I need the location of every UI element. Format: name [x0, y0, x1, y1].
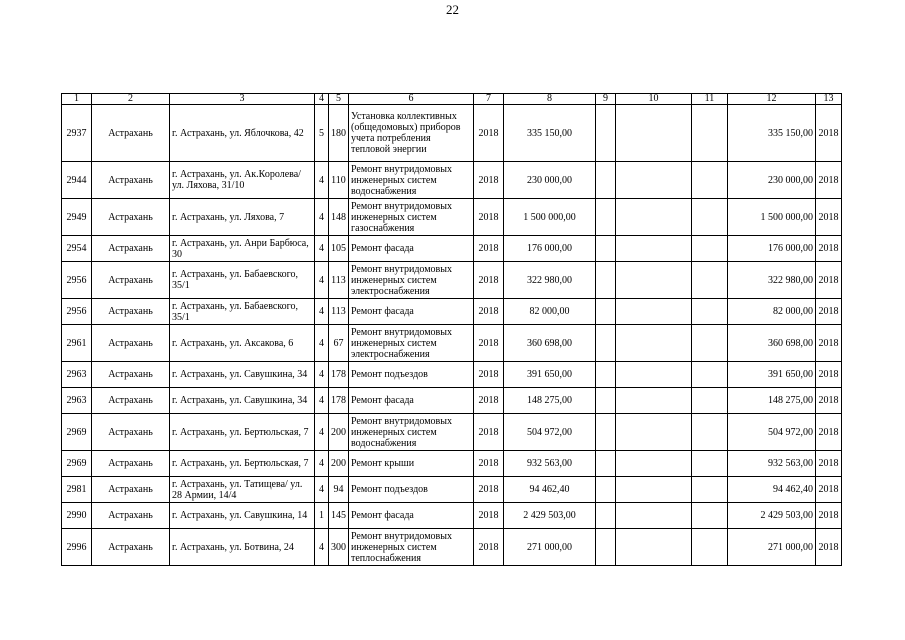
col10-cell	[616, 529, 692, 566]
col11-cell	[692, 325, 728, 362]
column-header: 10	[616, 94, 692, 105]
col4-cell: 4	[315, 325, 329, 362]
work-type-cell: Ремонт внутридомовых инженерных систем теплоснабжения	[349, 529, 474, 566]
cost-cell: 504 972,00	[504, 414, 596, 451]
address-cell: г. Астрахань, ул. Бабаевского, 35/1	[170, 299, 315, 325]
table-row	[62, 503, 842, 529]
cost-cell: 271 000,00	[504, 529, 596, 566]
col11-cell	[692, 299, 728, 325]
table-row	[62, 529, 842, 566]
address-cell: г. Астрахань, ул. Савушкина, 34	[170, 388, 315, 414]
address-cell: г. Астрахань, ул. Савушкина, 34	[170, 362, 315, 388]
total-cell: 1 500 000,00	[728, 199, 816, 236]
year-cell: 2018	[474, 262, 504, 299]
table-row	[62, 262, 842, 299]
column-header: 13	[816, 94, 842, 105]
col5-cell: 200	[329, 414, 349, 451]
work-type-cell: Ремонт внутридомовых инженерных систем электроснабжения	[349, 325, 474, 362]
page-number: 22	[446, 2, 459, 17]
row-id-cell: 2944	[62, 162, 92, 199]
city-cell: Астрахань	[92, 162, 170, 199]
work-type-cell: Ремонт фасада	[349, 503, 474, 529]
total-cell: 82 000,00	[728, 299, 816, 325]
row-id-cell: 2937	[62, 105, 92, 162]
col13-cell: 2018	[816, 388, 842, 414]
total-cell: 391 650,00	[728, 362, 816, 388]
col13-cell: 2018	[816, 414, 842, 451]
col13-cell: 2018	[816, 299, 842, 325]
column-header: 1	[62, 94, 92, 105]
col4-cell: 4	[315, 199, 329, 236]
work-type-cell: Ремонт внутридомовых инженерных систем газоснабжения	[349, 199, 474, 236]
col11-cell	[692, 388, 728, 414]
col13-cell: 2018	[816, 105, 842, 162]
col11-cell	[692, 162, 728, 199]
year-cell: 2018	[474, 414, 504, 451]
city-cell: Астрахань	[92, 503, 170, 529]
col4-cell: 4	[315, 451, 329, 477]
col5-cell: 105	[329, 236, 349, 262]
col9-cell	[596, 199, 616, 236]
address-cell: г. Астрахань, ул. Анри Барбюса, 30	[170, 236, 315, 262]
col10-cell	[616, 105, 692, 162]
col10-cell	[616, 414, 692, 451]
cost-cell: 1 500 000,00	[504, 199, 596, 236]
table-row	[62, 105, 842, 162]
col13-cell: 2018	[816, 529, 842, 566]
col5-cell: 200	[329, 451, 349, 477]
col11-cell	[692, 236, 728, 262]
year-cell: 2018	[474, 477, 504, 503]
work-type-cell: Ремонт крыши	[349, 451, 474, 477]
col4-cell: 5	[315, 105, 329, 162]
city-cell: Астрахань	[92, 105, 170, 162]
column-header: 6	[349, 94, 474, 105]
city-cell: Астрахань	[92, 362, 170, 388]
cost-cell: 360 698,00	[504, 325, 596, 362]
column-header: 3	[170, 94, 315, 105]
col11-cell	[692, 477, 728, 503]
col10-cell	[616, 477, 692, 503]
col10-cell	[616, 325, 692, 362]
city-cell: Астрахань	[92, 199, 170, 236]
column-header: 7	[474, 94, 504, 105]
year-cell: 2018	[474, 199, 504, 236]
year-cell: 2018	[474, 503, 504, 529]
col9-cell	[596, 388, 616, 414]
col10-cell	[616, 362, 692, 388]
total-cell: 94 462,40	[728, 477, 816, 503]
address-cell: г. Астрахань, ул. Савушкина, 14	[170, 503, 315, 529]
col4-cell: 4	[315, 529, 329, 566]
cost-cell: 391 650,00	[504, 362, 596, 388]
year-cell: 2018	[474, 451, 504, 477]
table-row	[62, 451, 842, 477]
year-cell: 2018	[474, 529, 504, 566]
col5-cell: 178	[329, 388, 349, 414]
table-row	[62, 325, 842, 362]
col11-cell	[692, 451, 728, 477]
work-type-cell: Установка коллективных (общедомовых) приборов учета потребления тепловой энергии	[349, 105, 474, 162]
city-cell: Астрахань	[92, 414, 170, 451]
col9-cell	[596, 362, 616, 388]
address-cell: г. Астрахань, ул. Аксакова, 6	[170, 325, 315, 362]
address-cell: г. Астрахань, ул. Татищева/ ул. 28 Армии, 14/4	[170, 477, 315, 503]
city-cell: Астрахань	[92, 325, 170, 362]
total-cell: 2 429 503,00	[728, 503, 816, 529]
row-id-cell: 2963	[62, 362, 92, 388]
table-row	[62, 477, 842, 503]
column-header: 8	[504, 94, 596, 105]
total-cell: 932 563,00	[728, 451, 816, 477]
col11-cell	[692, 529, 728, 566]
work-type-cell: Ремонт подъездов	[349, 362, 474, 388]
city-cell: Астрахань	[92, 529, 170, 566]
col13-cell: 2018	[816, 236, 842, 262]
work-type-cell: Ремонт фасада	[349, 299, 474, 325]
col4-cell: 4	[315, 236, 329, 262]
work-type-cell: Ремонт фасада	[349, 388, 474, 414]
row-id-cell: 2969	[62, 451, 92, 477]
row-id-cell: 2956	[62, 299, 92, 325]
col9-cell	[596, 162, 616, 199]
address-cell: г. Астрахань, ул. Ак.Королева/ ул. Ляхова, 31/10	[170, 162, 315, 199]
work-type-cell: Ремонт внутридомовых инженерных систем водоснабжения	[349, 162, 474, 199]
col9-cell	[596, 262, 616, 299]
col4-cell: 4	[315, 414, 329, 451]
col9-cell	[596, 451, 616, 477]
col5-cell: 148	[329, 199, 349, 236]
col9-cell	[596, 325, 616, 362]
table-row	[62, 414, 842, 451]
address-cell: г. Астрахань, ул. Бабаевского, 35/1	[170, 262, 315, 299]
col4-cell: 4	[315, 262, 329, 299]
year-cell: 2018	[474, 105, 504, 162]
column-header: 5	[329, 94, 349, 105]
year-cell: 2018	[474, 299, 504, 325]
col5-cell: 145	[329, 503, 349, 529]
col4-cell: 4	[315, 162, 329, 199]
row-id-cell: 2956	[62, 262, 92, 299]
col11-cell	[692, 262, 728, 299]
cost-cell: 230 000,00	[504, 162, 596, 199]
col10-cell	[616, 388, 692, 414]
city-cell: Астрахань	[92, 388, 170, 414]
work-type-cell: Ремонт фасада	[349, 236, 474, 262]
row-id-cell: 2961	[62, 325, 92, 362]
total-cell: 322 980,00	[728, 262, 816, 299]
row-id-cell: 2981	[62, 477, 92, 503]
city-cell: Астрахань	[92, 236, 170, 262]
col10-cell	[616, 451, 692, 477]
col10-cell	[616, 236, 692, 262]
col11-cell	[692, 362, 728, 388]
total-cell: 335 150,00	[728, 105, 816, 162]
col11-cell	[692, 414, 728, 451]
col5-cell: 94	[329, 477, 349, 503]
table-row	[62, 199, 842, 236]
col13-cell: 2018	[816, 325, 842, 362]
col5-cell: 180	[329, 105, 349, 162]
col4-cell: 4	[315, 362, 329, 388]
table-row	[62, 162, 842, 199]
year-cell: 2018	[474, 162, 504, 199]
col5-cell: 300	[329, 529, 349, 566]
col13-cell: 2018	[816, 162, 842, 199]
cost-cell: 335 150,00	[504, 105, 596, 162]
row-id-cell: 2990	[62, 503, 92, 529]
table-row	[62, 236, 842, 262]
col4-cell: 4	[315, 299, 329, 325]
table-row	[62, 362, 842, 388]
year-cell: 2018	[474, 388, 504, 414]
row-id-cell: 2949	[62, 199, 92, 236]
col10-cell	[616, 262, 692, 299]
col9-cell	[596, 299, 616, 325]
row-id-cell: 2996	[62, 529, 92, 566]
row-id-cell: 2963	[62, 388, 92, 414]
total-cell: 360 698,00	[728, 325, 816, 362]
table-row	[62, 299, 842, 325]
address-cell: г. Астрахань, ул. Ботвина, 24	[170, 529, 315, 566]
col10-cell	[616, 162, 692, 199]
city-cell: Астрахань	[92, 451, 170, 477]
col9-cell	[596, 477, 616, 503]
cost-cell: 176 000,00	[504, 236, 596, 262]
column-header: 12	[728, 94, 816, 105]
col11-cell	[692, 105, 728, 162]
city-cell: Астрахань	[92, 477, 170, 503]
address-cell: г. Астрахань, ул. Бертюльская, 7	[170, 414, 315, 451]
city-cell: Астрахань	[92, 262, 170, 299]
col11-cell	[692, 199, 728, 236]
year-cell: 2018	[474, 362, 504, 388]
city-cell: Астрахань	[92, 299, 170, 325]
col5-cell: 113	[329, 299, 349, 325]
col13-cell: 2018	[816, 362, 842, 388]
col9-cell	[596, 414, 616, 451]
col10-cell	[616, 199, 692, 236]
cost-cell: 2 429 503,00	[504, 503, 596, 529]
col5-cell: 178	[329, 362, 349, 388]
total-cell: 230 000,00	[728, 162, 816, 199]
col13-cell: 2018	[816, 477, 842, 503]
col9-cell	[596, 236, 616, 262]
col9-cell	[596, 503, 616, 529]
address-cell: г. Астрахань, ул. Ляхова, 7	[170, 199, 315, 236]
cost-cell: 94 462,40	[504, 477, 596, 503]
col10-cell	[616, 503, 692, 529]
total-cell: 148 275,00	[728, 388, 816, 414]
cost-cell: 148 275,00	[504, 388, 596, 414]
address-cell: г. Астрахань, ул. Бертюльская, 7	[170, 451, 315, 477]
work-type-cell: Ремонт подъездов	[349, 477, 474, 503]
cost-cell: 322 980,00	[504, 262, 596, 299]
row-id-cell: 2969	[62, 414, 92, 451]
header-row	[62, 94, 842, 105]
table-row	[62, 388, 842, 414]
work-type-cell: Ремонт внутридомовых инженерных систем водоснабжения	[349, 414, 474, 451]
column-header: 9	[596, 94, 616, 105]
column-header: 11	[692, 94, 728, 105]
col4-cell: 4	[315, 388, 329, 414]
col5-cell: 67	[329, 325, 349, 362]
col9-cell	[596, 529, 616, 566]
year-cell: 2018	[474, 236, 504, 262]
year-cell: 2018	[474, 325, 504, 362]
col13-cell: 2018	[816, 262, 842, 299]
total-cell: 504 972,00	[728, 414, 816, 451]
address-cell: г. Астрахань, ул. Яблочкова, 42	[170, 105, 315, 162]
row-id-cell: 2954	[62, 236, 92, 262]
col10-cell	[616, 299, 692, 325]
total-cell: 176 000,00	[728, 236, 816, 262]
col5-cell: 110	[329, 162, 349, 199]
column-header: 4	[315, 94, 329, 105]
col13-cell: 2018	[816, 199, 842, 236]
col13-cell: 2018	[816, 451, 842, 477]
col9-cell	[596, 105, 616, 162]
work-type-cell: Ремонт внутридомовых инженерных систем электроснабжения	[349, 262, 474, 299]
total-cell: 271 000,00	[728, 529, 816, 566]
register-table	[61, 93, 842, 566]
col5-cell: 113	[329, 262, 349, 299]
column-header: 2	[92, 94, 170, 105]
col4-cell: 4	[315, 477, 329, 503]
col11-cell	[692, 503, 728, 529]
cost-cell: 932 563,00	[504, 451, 596, 477]
cost-cell: 82 000,00	[504, 299, 596, 325]
col4-cell: 1	[315, 503, 329, 529]
col13-cell: 2018	[816, 503, 842, 529]
